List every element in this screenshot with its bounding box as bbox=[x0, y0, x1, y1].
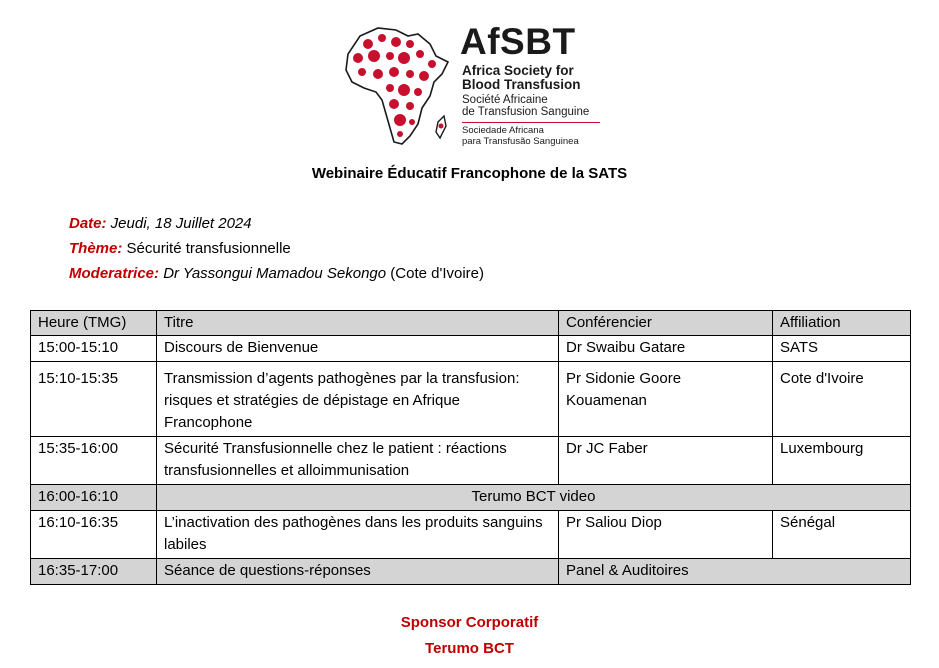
row-affiliation: Sénégal bbox=[773, 511, 911, 559]
row-speaker: Pr Sidonie Goore Kouamenan bbox=[559, 362, 773, 437]
row-time: 16:35-17:00 bbox=[31, 559, 157, 585]
header-title: Titre bbox=[157, 311, 559, 336]
row-time: 16:00-16:10 bbox=[31, 485, 157, 511]
table-row-video bbox=[31, 485, 911, 511]
row-title: Séance de questions-réponses bbox=[157, 559, 559, 585]
table-row bbox=[31, 336, 911, 362]
moderator-country: (Cote d'Ivoire) bbox=[390, 265, 485, 282]
logo-divider bbox=[462, 122, 600, 123]
moderator-label: Moderatrice: bbox=[69, 265, 160, 282]
date-label: Date: bbox=[69, 215, 107, 232]
row-title: Transmission d’agents pathogènes par la transfusion: risques et stratégies de dépistage en Afrique Francophone bbox=[157, 362, 559, 437]
row-title: L’inactivation des pathogènes dans les produits sanguins labiles bbox=[157, 511, 559, 559]
header-time: Heure (TMG) bbox=[31, 311, 157, 336]
row-affiliation: Cote d'Ivoire bbox=[773, 362, 911, 437]
theme-label: Thème: bbox=[69, 240, 123, 257]
row-title: Terumo BCT video bbox=[157, 485, 911, 511]
row-time: 15:35-16:00 bbox=[31, 437, 157, 485]
row-affiliation: Luxembourg bbox=[773, 437, 911, 485]
logo-name-portuguese: Sociedade Africana para Transfusão Sanguinea bbox=[462, 125, 579, 147]
logo-abbreviation: AfSBT bbox=[460, 21, 576, 62]
logo-name-english: Africa Society for Blood Transfusion bbox=[462, 63, 581, 92]
table-row bbox=[31, 362, 911, 437]
header-affiliation: Affiliation bbox=[773, 311, 911, 336]
row-speaker: Dr Swaibu Gatare bbox=[559, 336, 773, 362]
logo-name-french: Société Africaine de Transfusion Sanguine bbox=[462, 94, 590, 118]
date-value: Jeudi, 18 Juillet 2024 bbox=[106, 215, 252, 232]
table-row-qa bbox=[31, 559, 911, 585]
afsbt-logo bbox=[338, 22, 608, 160]
date-line bbox=[69, 214, 252, 234]
moderator-name: Dr Yassongui Mamadou Sekongo bbox=[159, 265, 391, 282]
row-speaker: Dr JC Faber bbox=[559, 437, 773, 485]
moderator-line bbox=[69, 264, 484, 284]
theme-value: Sécurité transfusionnelle bbox=[122, 240, 291, 257]
row-speaker: Pr Saliou Diop bbox=[559, 511, 773, 559]
table-row bbox=[31, 437, 911, 485]
row-time: 15:00-15:10 bbox=[31, 336, 157, 362]
page-title: Webinaire Éducatif Francophone de la SATS bbox=[311, 165, 628, 182]
table-header-row bbox=[31, 311, 911, 336]
theme-line bbox=[69, 239, 291, 259]
row-speaker: Panel & Auditoires bbox=[559, 559, 911, 585]
sponsor-label: Sponsor Corporatif bbox=[400, 614, 539, 631]
row-title: Discours de Bienvenue bbox=[157, 336, 559, 362]
africa-map-icon bbox=[338, 22, 458, 156]
schedule-table bbox=[30, 310, 911, 585]
sponsor-name: Terumo BCT bbox=[425, 640, 514, 657]
table-row bbox=[31, 511, 911, 559]
row-affiliation: SATS bbox=[773, 336, 911, 362]
header-speaker: Conférencier bbox=[559, 311, 773, 336]
row-time: 15:10-15:35 bbox=[31, 362, 157, 437]
row-title: Sécurité Transfusionnelle chez le patient : réactions transfusionnelles et alloimmunisation bbox=[157, 437, 559, 485]
row-time: 16:10-16:35 bbox=[31, 511, 157, 559]
